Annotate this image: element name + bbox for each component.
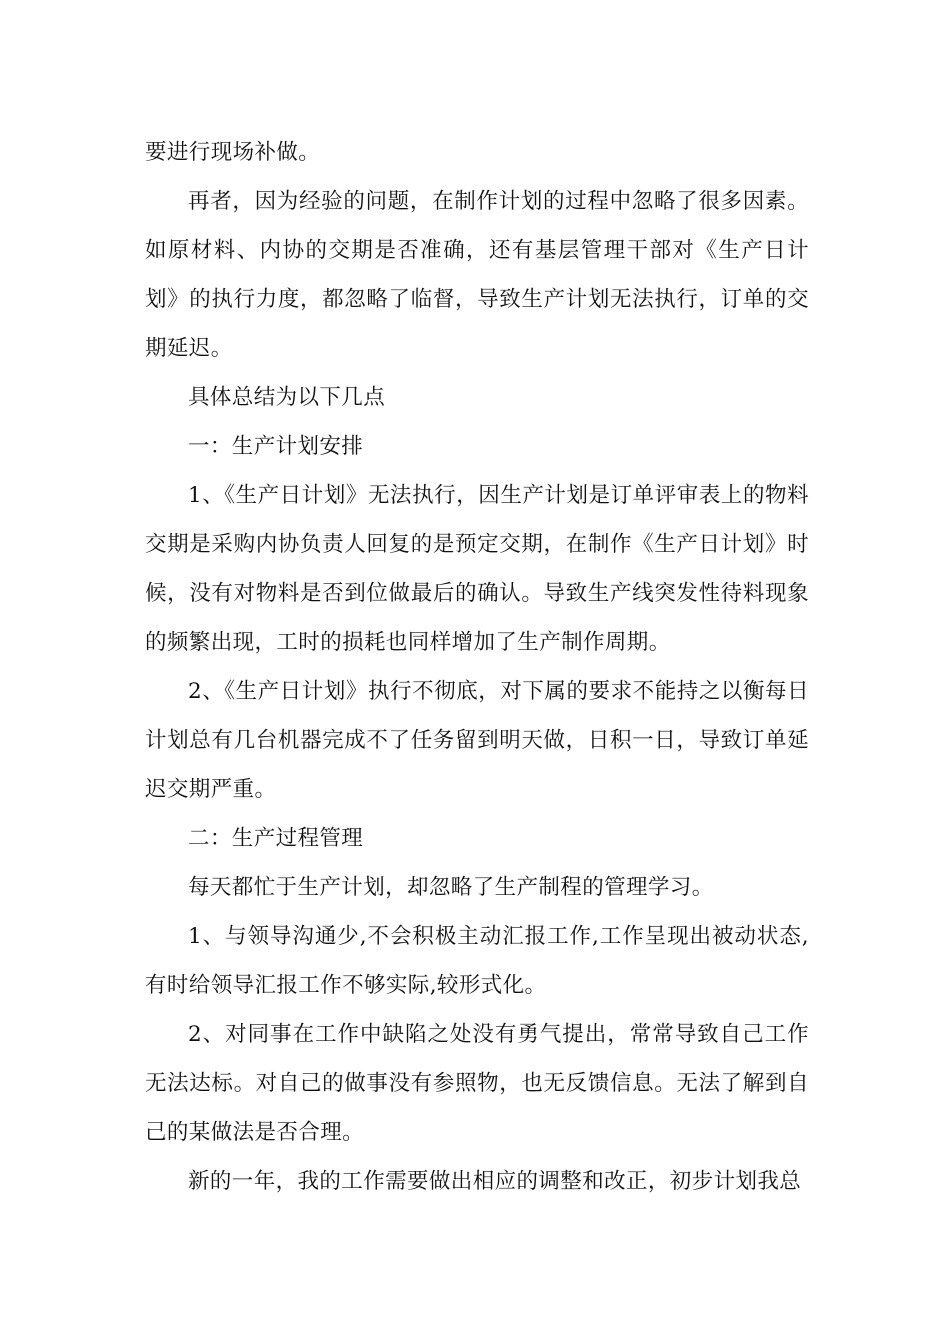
section-heading-2: 二：生产过程管理	[188, 826, 364, 851]
paragraph-3: 具体总结为以下几点	[188, 385, 386, 410]
paragraph-1: 要进行现场补做。	[145, 140, 321, 165]
paragraph-6: 2、《生产日计划》执行不彻底，对下属的要求不能持之以衡每日计划总有几台机器完成不了任务留到明天做，日积一日，导致订单延迟交期严重。	[145, 679, 809, 802]
section-heading-1: 一：生产计划安排	[188, 434, 364, 459]
paragraph-5: 1、《生产日计划》无法执行，因生产计划是订单评审表上的物料交期是采购内协负责人回复的是预定交期，在制作《生产日计划》时候，没有对物料是否到位做最后的确认。导致生产线突发性待料现象的频繁出现，工时的损耗也同样增加了生产制作周期。	[145, 483, 809, 655]
paragraph-10: 2、对同事在工作中缺陷之处没有勇气提出，常常导致自己工作无法达标。对自己的做事没有参照物，也无反馈信息。无法了解到自己的某做法是否合理。	[145, 1022, 809, 1145]
paragraph-2: 再者，因为经验的问题，在制作计划的过程中忽略了很多因素。如原材料、内协的交期是否准确，还有基层管理干部对《生产日计划》的执行力度，都忽略了临督，导致生产计划无法执行，订单的交期延迟。	[145, 189, 809, 361]
paragraph-11: 新的一年，我的工作需要做出相应的调整和改正，初步计划我总	[188, 1169, 802, 1194]
paragraph-8: 每天都忙于生产计划，却忽略了生产制程的管理学习。	[188, 875, 714, 900]
document-body	[145, 128, 809, 1206]
paragraph-9: 1、与领导沟通少,不会积极主动汇报工作,工作呈现出被动状态,有时给领导汇报工作不够实际,较形式化。	[145, 924, 809, 998]
